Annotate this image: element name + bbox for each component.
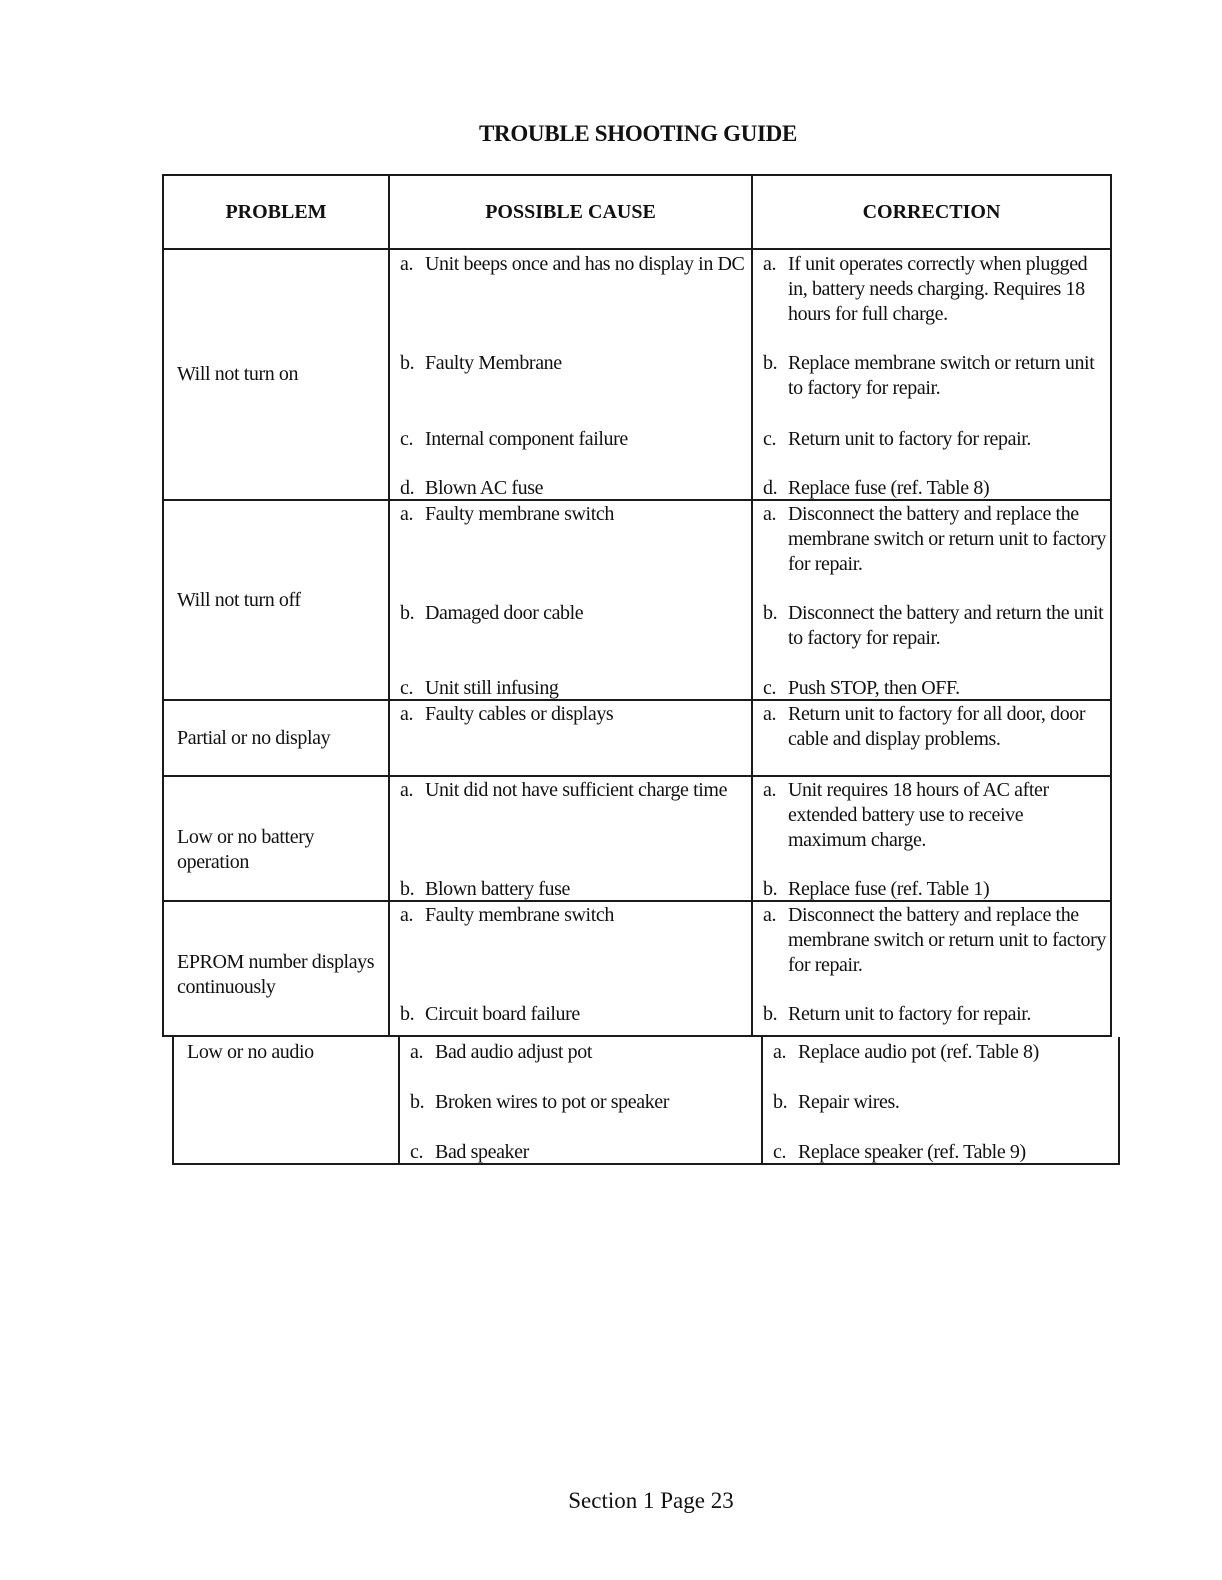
correction-item	[773, 1040, 1114, 1065]
correction-text: Disconnect the battery and replace the membrane switch or return unit to factory for repair.	[788, 904, 1106, 976]
problem-cell: Will not turn off	[164, 501, 390, 699]
cause-item	[400, 476, 747, 501]
correction-cell	[753, 902, 1110, 1035]
correction-cell	[753, 777, 1110, 900]
correction-text: Disconnect the battery and replace the membrane switch or return unit to factory for repair.	[788, 503, 1106, 575]
table-row-low-or-no-battery	[162, 777, 1112, 902]
correction-text: Replace fuse (ref. Table 1)	[788, 878, 990, 900]
correction-cell	[753, 701, 1110, 775]
cause-item	[400, 676, 747, 701]
correction-cell	[753, 501, 1110, 699]
correction-text: Return unit to factory for repair.	[788, 1003, 1031, 1025]
header-correction: CORRECTION	[862, 200, 1001, 223]
correction-text: Replace audio pot (ref. Table 8)	[798, 1041, 1039, 1063]
cause-item	[400, 351, 747, 376]
correction-item	[763, 476, 1106, 501]
item-letter: b.	[410, 1091, 425, 1113]
correction-item	[763, 351, 1106, 401]
item-letter: a.	[763, 703, 777, 725]
cause-text: Bad speaker	[435, 1141, 529, 1163]
correction-item	[763, 877, 1106, 902]
cause-text: Faulty cables or displays	[425, 703, 614, 725]
correction-item	[773, 1140, 1114, 1165]
item-letter: a.	[773, 1041, 787, 1063]
cause-cell	[390, 777, 753, 900]
item-letter: b.	[773, 1091, 788, 1113]
cause-text: Circuit board failure	[425, 1003, 580, 1025]
item-letter: b.	[400, 1003, 415, 1025]
problem-cell: Will not turn on	[164, 250, 390, 499]
cause-text: Blown battery fuse	[425, 878, 570, 900]
cause-text: Unit beeps once and has no display in DC	[425, 253, 745, 275]
correction-item	[773, 1090, 1114, 1115]
cause-item	[410, 1090, 757, 1115]
correction-item	[763, 702, 1106, 752]
correction-text: Disconnect the battery and return the unit to factory for repair.	[788, 602, 1104, 649]
cause-item	[400, 601, 747, 626]
cause-cell	[390, 701, 753, 775]
correction-text: Replace fuse (ref. Table 8)	[788, 477, 990, 499]
problem-cell: Partial or no display	[164, 701, 390, 775]
item-letter: d.	[400, 477, 415, 499]
correction-item	[763, 252, 1106, 327]
cause-text: Damaged door cable	[425, 602, 584, 624]
correction-item	[763, 903, 1106, 978]
table-row-low-or-no-audio	[172, 1037, 1120, 1165]
table-row-will-not-turn-off	[162, 501, 1112, 701]
item-letter: c.	[410, 1141, 424, 1163]
cause-item	[400, 877, 747, 902]
correction-text: Replace membrane switch or return unit to factory for repair.	[788, 352, 1095, 399]
table-row-eprom-number	[162, 902, 1112, 1037]
trouble-shooting-table	[162, 174, 1112, 1165]
correction-text: Push STOP, then OFF.	[788, 677, 960, 699]
correction-text: Replace speaker (ref. Table 9)	[798, 1141, 1026, 1163]
cause-cell	[390, 902, 753, 1035]
page-title: TROUBLE SHOOTING GUIDE	[478, 121, 798, 146]
item-letter: a.	[400, 904, 414, 926]
cause-item	[400, 702, 747, 727]
item-letter: c.	[773, 1141, 787, 1163]
item-letter: b.	[763, 352, 778, 374]
item-letter: b.	[400, 352, 415, 374]
item-letter: a.	[763, 503, 777, 525]
cause-item	[400, 502, 747, 527]
item-letter: a.	[400, 703, 414, 725]
cause-item	[400, 252, 747, 277]
item-letter: b.	[763, 1003, 778, 1025]
cause-item	[410, 1040, 757, 1065]
item-letter: d.	[763, 477, 778, 499]
table-header-row	[162, 174, 1112, 250]
header-problem: PROBLEM	[164, 176, 390, 248]
cause-item	[400, 427, 747, 452]
item-letter: b.	[400, 878, 415, 900]
correction-item	[763, 502, 1106, 577]
item-letter: a.	[400, 503, 414, 525]
item-letter: a.	[763, 253, 777, 275]
cause-cell	[390, 250, 753, 499]
cause-item	[400, 1002, 747, 1027]
correction-item	[763, 1002, 1106, 1027]
correction-text: Return unit to factory for repair.	[788, 428, 1031, 450]
cause-text: Internal component failure	[425, 428, 628, 450]
cause-text: Bad audio adjust pot	[435, 1041, 592, 1063]
problem-cell: Low or no audio	[174, 1037, 400, 1163]
cause-text: Faulty membrane switch	[425, 904, 614, 926]
item-letter: a.	[400, 779, 414, 801]
header-possible-cause: POSSIBLE CAUSE	[390, 176, 753, 248]
cause-item	[400, 903, 747, 928]
cause-item	[410, 1140, 757, 1165]
item-letter: a.	[400, 253, 414, 275]
cause-text: Unit still infusing	[425, 677, 559, 699]
correction-cell	[763, 1037, 1118, 1163]
cause-text: Faulty membrane switch	[425, 503, 614, 525]
problem-cell: Low or no battery operation	[164, 777, 390, 900]
item-letter: c.	[400, 428, 414, 450]
item-letter: b.	[763, 602, 778, 624]
cause-text: Blown AC fuse	[425, 477, 544, 499]
cause-cell	[390, 501, 753, 699]
correction-item	[763, 778, 1106, 853]
cause-item	[400, 778, 747, 803]
cause-cell	[400, 1037, 763, 1163]
item-letter: a.	[410, 1041, 424, 1063]
item-letter: c.	[400, 677, 414, 699]
correction-text: Return unit to factory for all door, door cable and display problems.	[788, 703, 1086, 750]
item-letter: a.	[763, 779, 777, 801]
correction-cell	[753, 250, 1110, 499]
correction-text: If unit operates correctly when plugged in, battery needs charging. Requires 18 hours for full charge.	[788, 253, 1088, 325]
item-letter: a.	[763, 904, 777, 926]
item-letter: c.	[763, 428, 777, 450]
table-row-will-not-turn-on	[162, 250, 1112, 501]
correction-item	[763, 427, 1106, 452]
correction-item	[763, 601, 1106, 651]
correction-item	[763, 676, 1106, 701]
page-footer: Section 1 Page 23	[568, 1488, 734, 1513]
correction-text: Unit requires 18 hours of AC after extended battery use to receive maximum charge.	[788, 779, 1049, 851]
item-letter: b.	[763, 878, 778, 900]
cause-text: Unit did not have sufficient charge time	[425, 779, 728, 801]
table-row-partial-or-no-display	[162, 701, 1112, 777]
item-letter: c.	[763, 677, 777, 699]
problem-cell: EPROM number displays continuously	[164, 902, 390, 1035]
item-letter: b.	[400, 602, 415, 624]
correction-text: Repair wires.	[798, 1091, 900, 1113]
cause-text: Broken wires to pot or speaker	[435, 1091, 670, 1113]
cause-text: Faulty Membrane	[425, 352, 562, 374]
